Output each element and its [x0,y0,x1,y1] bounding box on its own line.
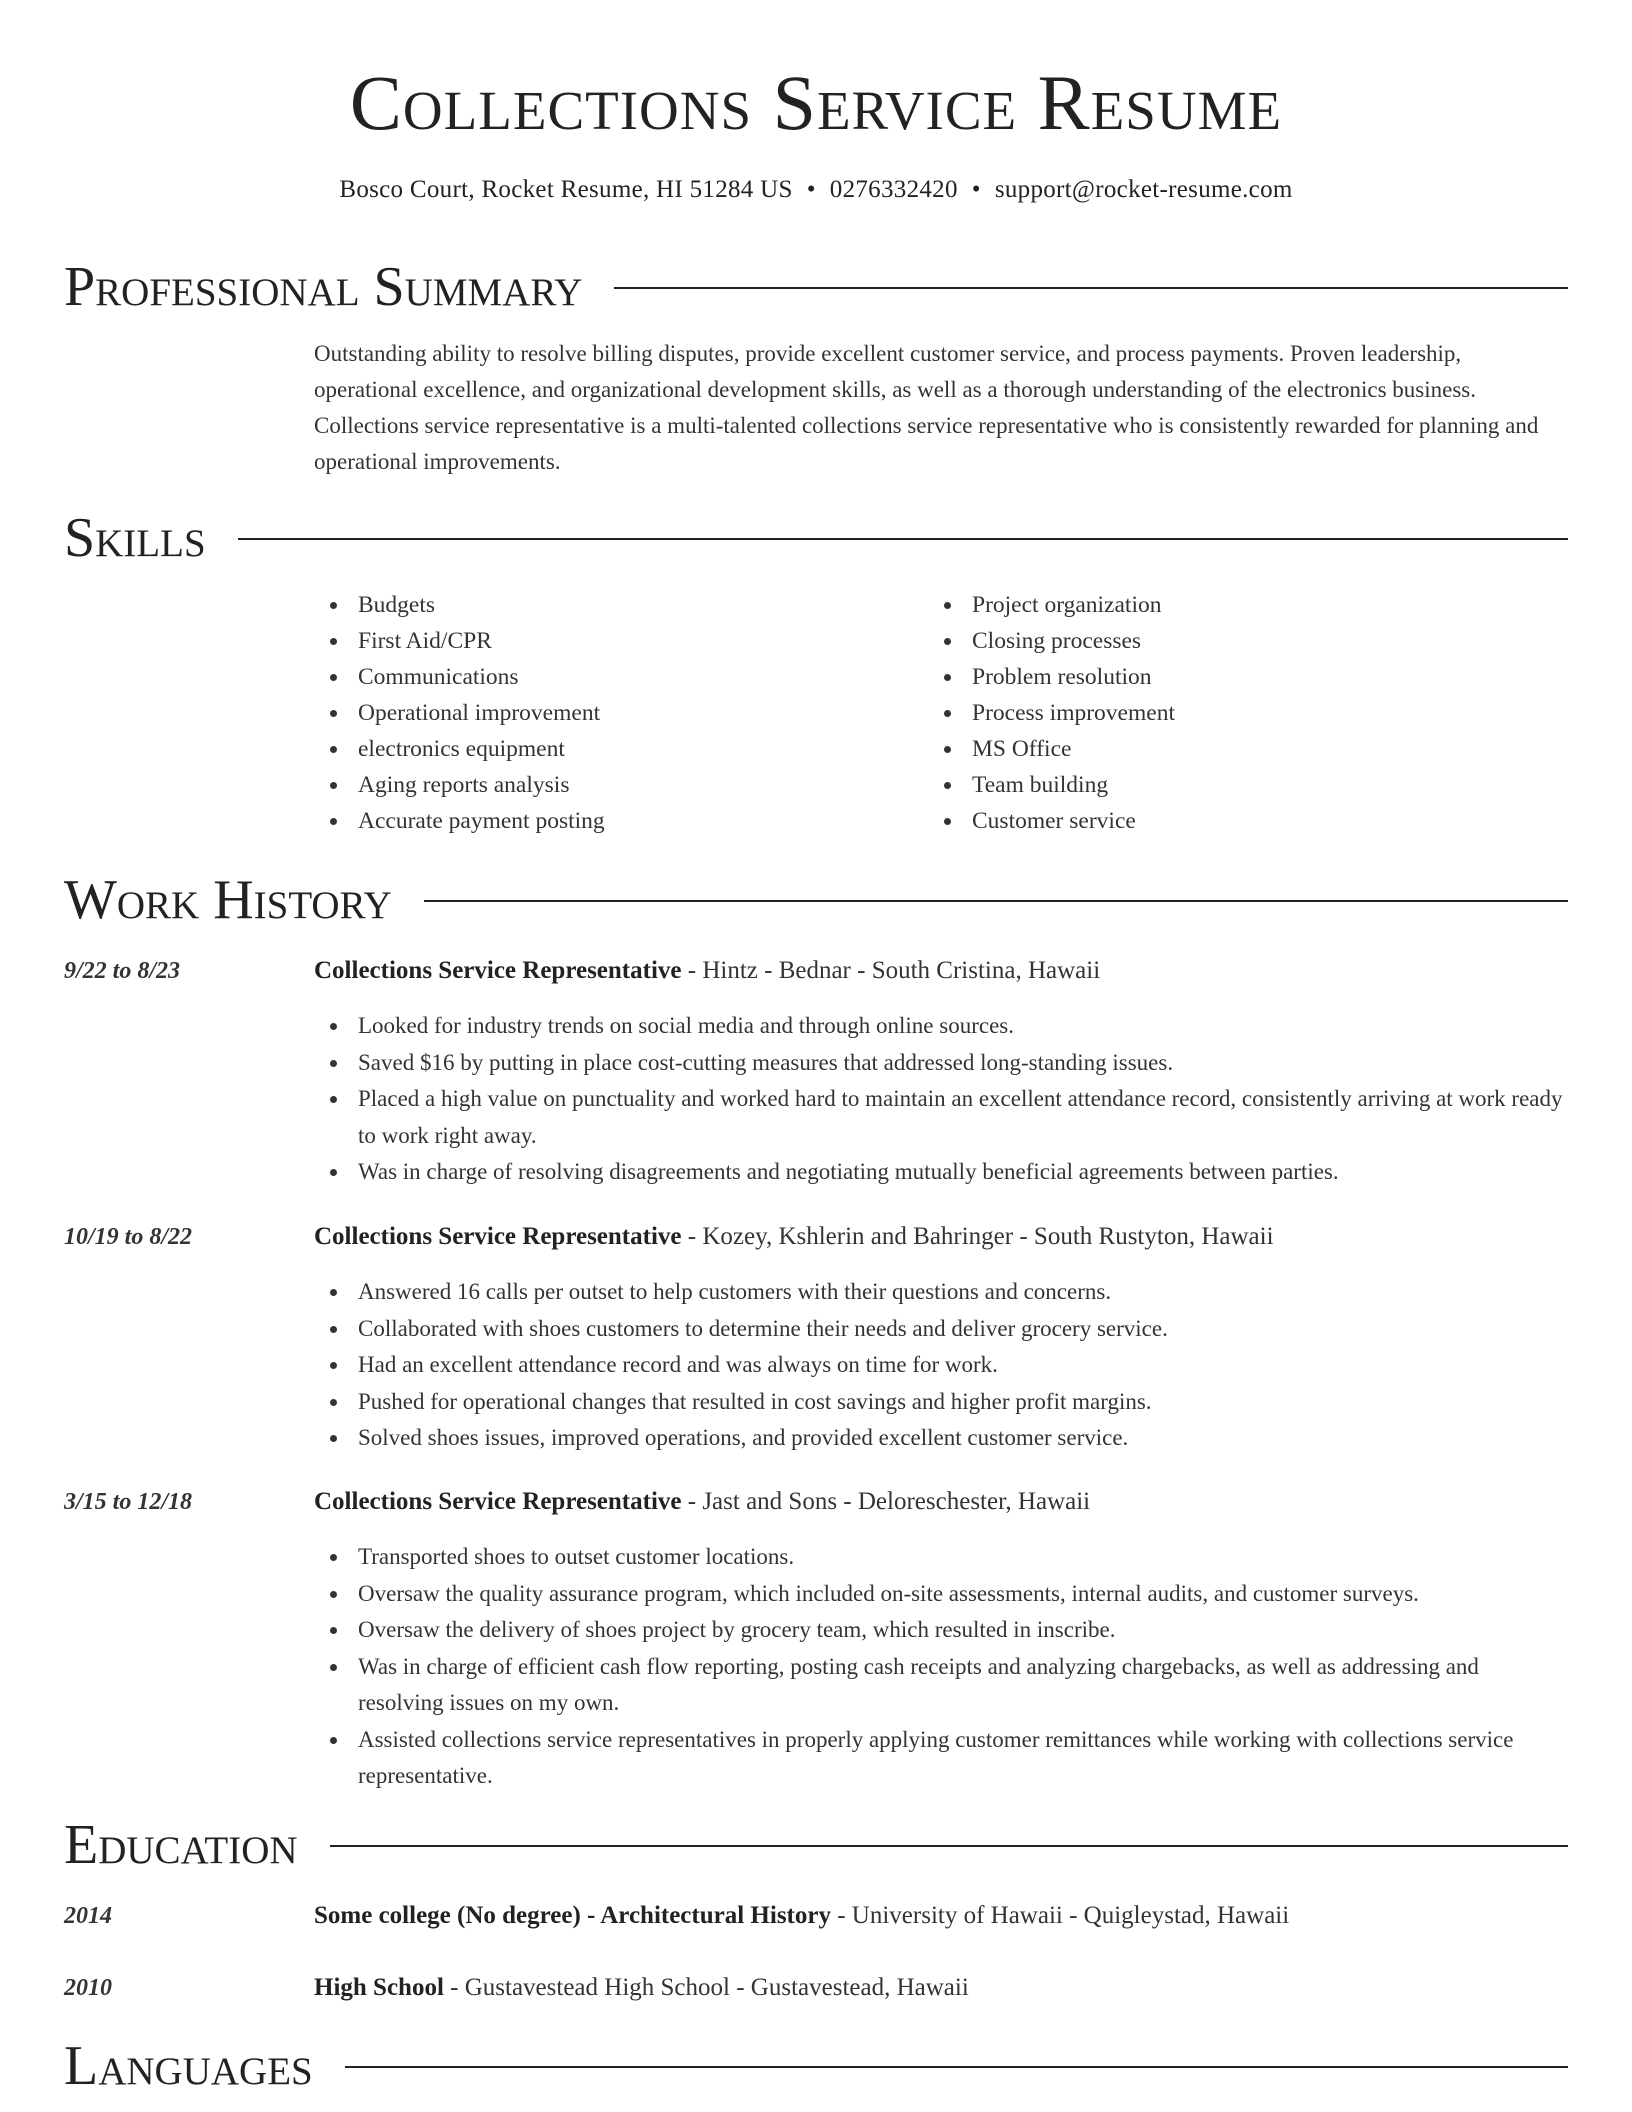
job-dates: 10/19 to 8/22 [64,1224,193,1250]
section-title-summary: Professional Summary [64,256,583,318]
job-employer: - Hintz - Bednar - South Cristina, Hawaii [681,957,1101,984]
section-header-education [64,1813,1568,1877]
job-dates: 3/15 to 12/18 [64,1489,193,1515]
job-bullet: Was in charge of resolving disagreements and negotiating mutually beneficial agreements between parties. [314,1154,1570,1191]
section-divider [614,287,1568,289]
job-role: Collections Service Representative [314,1488,682,1515]
summary-text: Outstanding ability to resolve billing disputes, provide excellent customer service, and process payments. Proven leadership, operational excellence, and organizational development skills, as well as a thorough understanding of the electronics business. Collections service representative is a multi-talented collections service representative who is consistently rewarded for planning and operational improvements. [314,341,1539,474]
contact-separator: • [971,176,981,203]
section-header-work [64,868,1568,932]
job-bullet: Was in charge of efficient cash flow reporting, posting cash receipts and analyzing chargebacks, as well as addressing and resolving issues on my own. [314,1649,1570,1722]
section-divider [424,900,1568,902]
resume-title: Collections Service Resume [349,59,1283,146]
job-dates: 9/22 to 8/23 [64,958,181,984]
job-role: Collections Service Representative [314,957,682,984]
skill-item: Operational improvement [314,695,914,731]
job-bullet: Collaborated with shoes customers to determine their needs and deliver grocery service. [314,1311,1570,1348]
job-bullets [314,1274,1570,1457]
job-bullet: Looked for industry trends on social media and through online sources. [314,1008,1570,1045]
education-degree: Some college (No degree) - Architectural History [314,1902,831,1929]
job-employer: - Jast and Sons - Deloreschester, Hawaii [681,1488,1091,1515]
contact-email[interactable]: support@rocket-resume.com [994,176,1293,203]
section-title-languages: Languages [64,2035,313,2097]
skill-item: Aging reports analysis [314,767,914,803]
skill-item: Customer service [928,803,1548,839]
job-title-line [314,1221,1570,1253]
job-bullet: Saved $16 by putting in place cost-cutting measures that addressed long-standing issues. [314,1045,1570,1082]
section-divider [345,2066,1568,2068]
job-title-line [314,955,1570,987]
education-year: 2010 [64,1975,112,2001]
job-bullet: Placed a high value on punctuality and worked hard to maintain an excellent attendance record, consistently arriving at work ready to work right away. [314,1081,1570,1154]
section-title-skills: Skills [64,507,206,569]
section-header-skills [64,506,1568,570]
education-degree: High School [314,1974,444,2001]
job-bullet: Had an excellent attendance record and was always on time for work. [314,1347,1570,1384]
section-title-education: Education [64,1814,298,1876]
job-bullets [314,1539,1570,1795]
skill-item: Project organization [928,587,1548,623]
job-bullet: Assisted collections service representatives in properly applying customer remittances while working with collections service representative. [314,1722,1570,1795]
education-line [314,1972,1570,2004]
contact-address: Bosco Court, Rocket Resume, HI 51284 US [339,176,793,203]
job-bullet: Transported shoes to outset customer locations. [314,1539,1570,1576]
section-divider [238,538,1568,540]
skill-item: Process improvement [928,695,1548,731]
job-bullet: Oversaw the delivery of shoes project by grocery team, which resulted in inscribe. [314,1612,1570,1649]
job-bullet: Solved shoes issues, improved operations, and provided excellent customer service. [314,1420,1570,1457]
skill-item: Closing processes [928,623,1548,659]
skill-item: Team building [928,767,1548,803]
skill-item: MS Office [928,731,1548,767]
skills-list-right [928,587,1548,839]
education-school: - University of Hawaii - Quigleystad, Hawaii [830,1902,1290,1929]
skill-item: electronics equipment [314,731,914,767]
contact-phone: 0276332420 [829,176,958,203]
job-bullet: Pushed for operational changes that resulted in cost savings and higher profit margins. [314,1384,1570,1421]
skill-item: First Aid/CPR [314,623,914,659]
job-role: Collections Service Representative [314,1223,682,1250]
section-header-languages [64,2034,1568,2098]
education-year: 2014 [64,1903,112,1929]
skill-item: Problem resolution [928,659,1548,695]
job-bullets [314,1008,1570,1191]
contact-separator: • [806,176,816,203]
job-title-line [314,1486,1570,1518]
skill-item: Communications [314,659,914,695]
job-bullet: Oversaw the quality assurance program, which included on-site assessments, internal audits, and customer surveys. [314,1576,1570,1613]
section-header-summary [64,255,1568,319]
section-divider [330,1845,1568,1847]
skill-item: Budgets [314,587,914,623]
education-line [314,1900,1570,1932]
education-school: - Gustavestead High School - Gustavestead, Hawaii [443,1974,969,2001]
job-employer: - Kozey, Kshlerin and Bahringer - South Rustyton, Hawaii [681,1223,1274,1250]
job-bullet: Answered 16 calls per outset to help customers with their questions and concerns. [314,1274,1570,1311]
section-title-work: Work History [64,869,392,931]
skills-list-left [314,587,914,839]
contact-line [0,174,1632,206]
skill-item: Accurate payment posting [314,803,914,839]
